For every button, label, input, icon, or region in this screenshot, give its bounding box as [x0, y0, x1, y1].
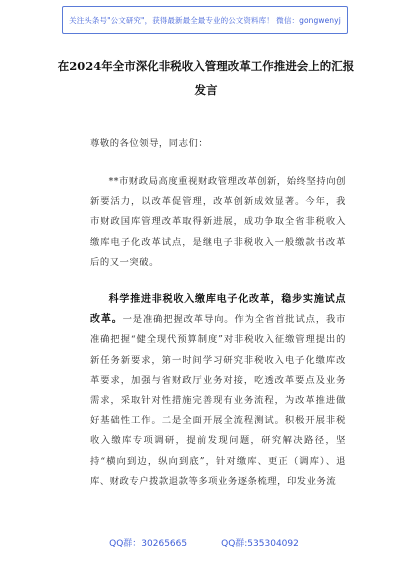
footer-qq-group-2: QQ群:535304092 [221, 539, 299, 549]
paragraph-2 [90, 290, 346, 492]
paragraph-2-body: 一是准确把握改革导向。作为全省首批试点，我市准确把握“健全现代预算制度”对非税收入征缴管理提出的新任务新要求，第一时间学习研究非税收入电子化缴库改革要求，加强与省财政厅业务对接，吃透改革要点及业务需求，采取针对性措施完善现有业务流程，为改革推进做好基础性工作。二是全面开展全流程测试。积极开展非税收入缴库专项调研，提前发现问题，研究解决路径，坚持“横向到边，纵向到底”，针对缴库、更正（调库）、退库、财政专户拨款退款等多项业务逐条梳理，印发业务流 [90, 314, 346, 487]
footer [0, 536, 408, 549]
footer-qq-group-1: QQ群：30265665 [109, 539, 188, 549]
title-line-2: 发言 [194, 83, 218, 97]
greeting: 尊敬的各位领导，同志们： [90, 138, 209, 149]
title-line-1: 在2024年全市深化非税收入管理改革工作推进会上的汇报 [57, 59, 355, 73]
paragraph-2-heading: 科学推进非税收入缴库电子化改革，稳步实施试点改革。 [90, 294, 346, 326]
header-banner: 关注头条号"公文研究"，获得最新最全最专业的公文资料库！ 微信：gongwenyj [62, 6, 348, 34]
paragraph-1: **市财政局高度重视财政管理改革创新，始终坚持向创新要活力，以改革促管理，改革创新成效显著。今年，我市财政国库管理改革取得新进展，成功争取全省非税收入缴库电子化改革试点，是继电子非税收入一般缴款书改革后的又一突破。 [90, 176, 346, 268]
document-title [56, 54, 356, 102]
